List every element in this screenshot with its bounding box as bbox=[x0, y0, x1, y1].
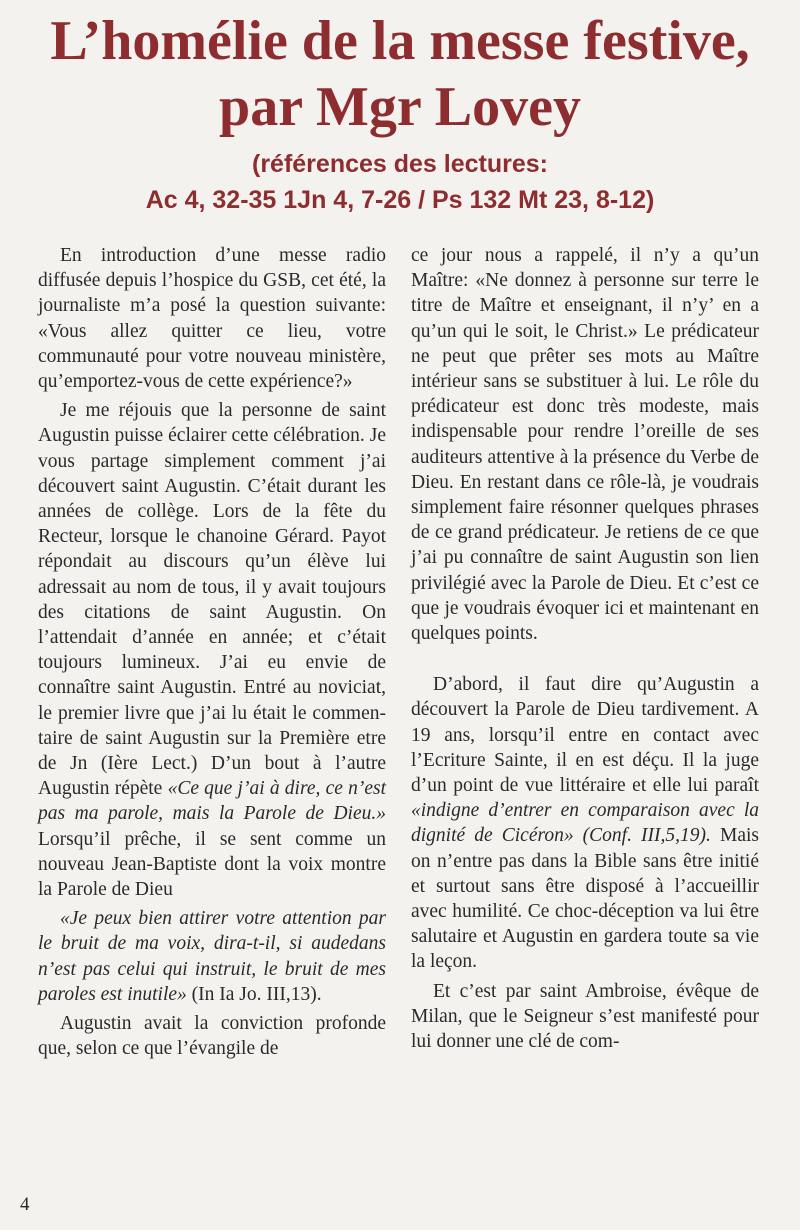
augustine-quote: «Ce que j’ai à dire, ce n’est pas ma parole, mais la Parole de Dieu.» bbox=[38, 778, 386, 825]
paragraph-text: Mais on n’entre pas dans la Bible sans être initié et surtout sans être disposé à l’accueillir avec humilité. Ce choc-déception va lui être salutaire et Augustin en gardera toute sa vie la leçon. bbox=[411, 825, 759, 973]
title-line-2: par Mgr Lovey bbox=[219, 76, 581, 138]
paragraph: Augustin avait la conviction profonde que, selon ce que l’évangile de bbox=[38, 1013, 386, 1060]
paragraph bbox=[411, 672, 759, 974]
paragraph: En introduction d’une messe radio diffusée depuis l’hospice du GSB, cet été, la journaliste m’a posé la question suivante: «Vous allez quitter ce lieu, votre communauté pour votre nouveau ministère, qu’emportez-vous de cette expérience?» bbox=[38, 245, 386, 393]
refs-line-1: (références des lectures: bbox=[252, 150, 548, 178]
right-column bbox=[411, 243, 759, 1054]
page-number: 4 bbox=[20, 1194, 30, 1215]
readings-references bbox=[0, 146, 800, 218]
augustine-quote: «indigne d’entrer en comparaison avec la dignité de Cicéron» (Conf. III,5,19). bbox=[411, 800, 759, 847]
left-column bbox=[38, 243, 386, 1062]
page-title bbox=[0, 8, 800, 140]
paragraph-text: Lorsqu’il prêche, il se sent comme un nouveau Jean-Baptiste dont la voix montre la Parole de Dieu bbox=[38, 828, 386, 901]
refs-line-2: Ac 4, 32-35 1Jn 4, 7-26 / Ps 132 Mt 23, 8-12) bbox=[145, 186, 655, 214]
augustine-quote: «Je peux bien attirer votre attention par le bruit de ma voix, dira-t-il, si audedans n’est pas celui qui instruit, le bruit de mes paroles est inutile» bbox=[38, 908, 386, 1005]
paragraph: ce jour nous a rappelé, il n’y a qu’un Maître: «Ne donnez à personne sur terre le titre de Maître et enseignant, il n’y’ en a qu’un qui le soit, le Christ.» Le prédicateur ne peut que prêter ses mots au Maître intérieur sans se substituer à lui. Le rôle du prédicateur est donc très modeste, mais indispensable pour rendre l’oreille de ses auditeurs attentive à la présence du Verbe de Dieu. En restant dans ce rôle-là, je voudrais simplement faire résonner quelques phrases de ce grand prédicateur. Je retiens de ce que j’ai pu connaître de saint Augustin son lien privilégié avec la Parole de Dieu. Et c’est ce que je voudrais évoquer ici et maintenant en quelques points. bbox=[411, 245, 759, 645]
paragraph: Et c’est par saint Ambroise, évêque de Milan, que le Seigneur s’est manifesté pour lui donner une clé de com- bbox=[411, 980, 759, 1053]
citation-reference: (In Ia Jo. III,13). bbox=[186, 983, 322, 1005]
title-line-1: L’homélie de la messe festive, bbox=[50, 10, 750, 72]
paragraph bbox=[38, 398, 386, 902]
paragraph-text: D’abord, il faut dire qu’Augustin a découvert la Parole de Dieu tardivement. A 19 ans, lorsqu’il entre en contact avec l’Ecriture Sainte, il en est déçu. Il la juge d’un point de vue littéraire et elle lui paraît bbox=[411, 674, 759, 797]
paragraph-text: Je me réjouis que la personne de saint Augustin puisse éclairer cette célébration. Je vous partage simplement comment j’ai découvert saint Augustin. C’était durant les années de collège. Lors de la fête du Recteur, lorsque le chanoine Gérard. Payot répondait au discours qu’un élève lui adressait au nom de tous, il y avait toujours des citations de saint Augustin. On l’attendait d’année en année; et c’était toujours lumineux. J’ai eu envie de connaître saint Augustin. Entré au noviciat, le premier livre que j’ai lu était le commentaire de saint Augustin sur la Première etre de Jn (Ière Lect.) D’un bout à l’autre Augustin répète bbox=[38, 400, 386, 800]
paragraph bbox=[38, 906, 386, 1007]
